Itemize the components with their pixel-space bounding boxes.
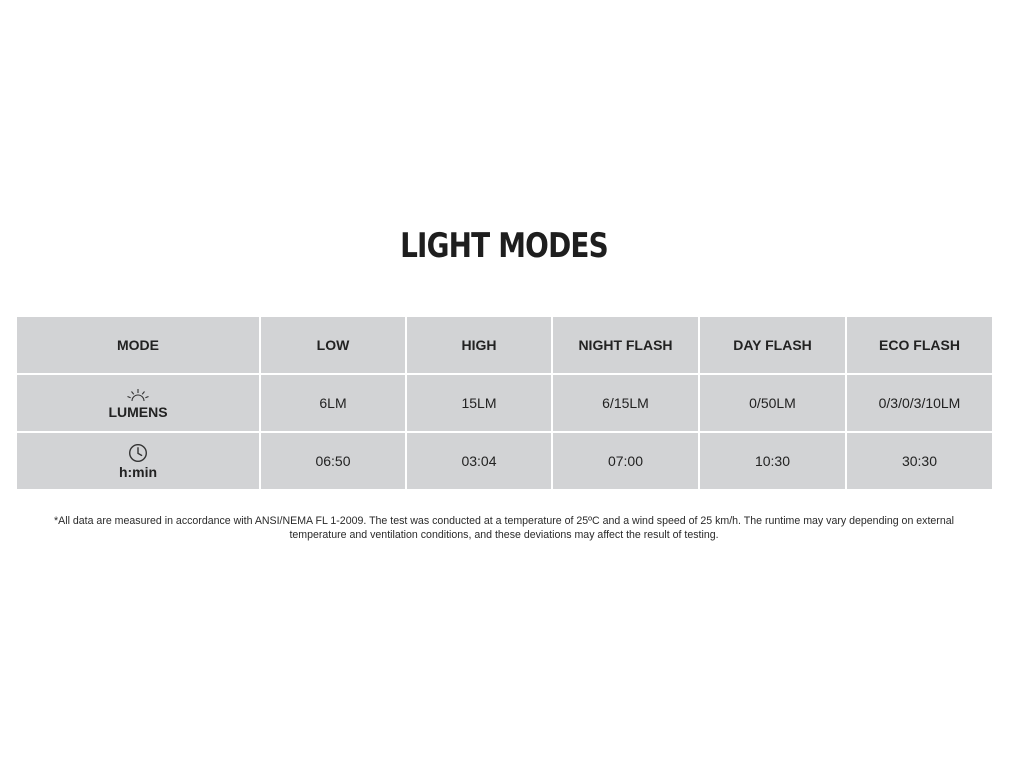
runtime-low: 06:50 bbox=[260, 432, 406, 490]
light-modes-table bbox=[15, 315, 994, 491]
runtime-high: 03:04 bbox=[406, 432, 552, 490]
lumens-eco-flash: 0/3/0/3/10LM bbox=[846, 374, 993, 432]
runtime-day-flash: 10:30 bbox=[699, 432, 846, 490]
lumens-label: LUMENS bbox=[108, 403, 168, 420]
header-eco-flash: ECO FLASH bbox=[846, 316, 993, 374]
header-day-flash: DAY FLASH bbox=[699, 316, 846, 374]
footnote-line-2: temperature and ventilation conditions, and these deviations may affect the result of testing. bbox=[289, 529, 719, 541]
clock-icon bbox=[128, 443, 148, 463]
lumens-night-flash: 6/15LM bbox=[552, 374, 699, 432]
table-header-row bbox=[16, 316, 993, 374]
runtime-eco-flash: 30:30 bbox=[846, 432, 993, 490]
brightness-icon bbox=[125, 387, 151, 403]
header-mode-label: MODE bbox=[16, 316, 260, 374]
footnote bbox=[8, 514, 1000, 542]
lumens-row bbox=[16, 374, 993, 432]
header-night-flash: NIGHT FLASH bbox=[552, 316, 699, 374]
footnote-line-1: *All data are measured in accordance with ANSI/NEMA FL 1-2009. The test was conducted at a temperature of 25ºC and a wind speed of 25 km/h. The runtime may vary depending on external bbox=[54, 515, 954, 527]
lumens-high: 15LM bbox=[406, 374, 552, 432]
page-title: LIGHT MODES bbox=[400, 226, 608, 266]
runtime-row bbox=[16, 432, 993, 490]
lumens-day-flash: 0/50LM bbox=[699, 374, 846, 432]
lumens-low: 6LM bbox=[260, 374, 406, 432]
runtime-label: h:min bbox=[118, 463, 158, 480]
runtime-night-flash: 07:00 bbox=[552, 432, 699, 490]
header-high: HIGH bbox=[406, 316, 552, 374]
runtime-label-cell bbox=[16, 432, 260, 490]
header-low: LOW bbox=[260, 316, 406, 374]
lumens-label-cell bbox=[16, 374, 260, 432]
